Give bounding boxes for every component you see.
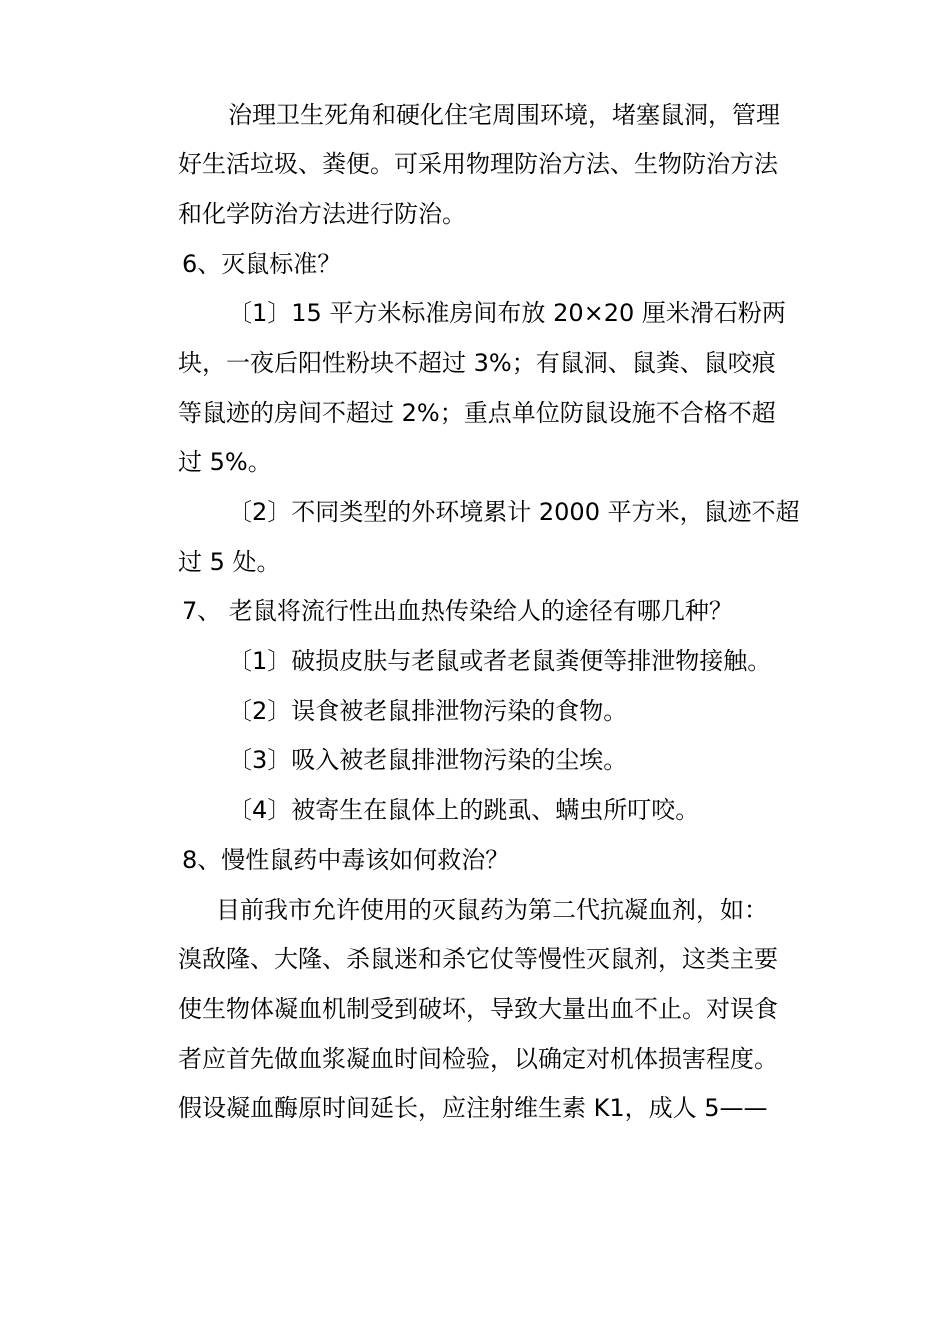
paragraph-line: 和化学防治方法进行防治。 bbox=[178, 200, 466, 228]
section-heading: 7、 老鼠将流行性出血热传染给人的途径有哪几种？ bbox=[182, 597, 733, 625]
paragraph-line: 好生活垃圾、粪便。可采用物理防治方法、生物防治方法 bbox=[178, 150, 778, 178]
paragraph-line: 〔1〕15 平方米标准房间布放 20×20 厘米滑石粉两 bbox=[228, 299, 786, 327]
list-item: 〔3〕吸入被老鼠排泄物污染的尘埃。 bbox=[228, 746, 628, 774]
section-heading: 8、慢性鼠药中毒该如何救治？ bbox=[182, 846, 510, 874]
section-heading: 6、灭鼠标准？ bbox=[182, 250, 342, 278]
paragraph-line: 者应首先做血浆凝血时间检验，以确定对机体损害程度。 bbox=[178, 1045, 778, 1073]
paragraph-line: 块，一夜后阳性粉块不超过 3%；有鼠洞、鼠粪、鼠咬痕 bbox=[178, 349, 776, 377]
list-item: 〔1〕破损皮肤与老鼠或者老鼠粪便等排泄物接触。 bbox=[228, 647, 772, 675]
paragraph-line: 治理卫生死角和硬化住宅周围环境，堵塞鼠洞，管理 bbox=[228, 101, 780, 129]
paragraph-line: 溴敌隆、大隆、杀鼠迷和杀它仗等慢性灭鼠剂，这类主要 bbox=[178, 945, 778, 973]
paragraph-line: 过 5%。 bbox=[178, 448, 272, 476]
paragraph-line: 目前我市允许使用的灭鼠药为第二代抗凝血剂，如： bbox=[216, 896, 768, 924]
paragraph-line: 〔2〕不同类型的外环境累计 2000 平方米，鼠迹不超 bbox=[228, 498, 800, 526]
list-item: 〔4〕被寄生在鼠体上的跳虱、螨虫所叮咬。 bbox=[228, 796, 700, 824]
paragraph-line: 过 5 处。 bbox=[178, 548, 281, 576]
list-item: 〔2〕误食被老鼠排泄物污染的食物。 bbox=[228, 697, 628, 725]
paragraph-line: 使生物体凝血机制受到破坏，导致大量出血不止。对误食 bbox=[178, 995, 778, 1023]
paragraph-line: 等鼠迹的房间不超过 2%；重点单位防鼠设施不合格不超 bbox=[178, 399, 776, 427]
paragraph-line: 假设凝血酶原时间延长，应注射维生素 K1，成人 5—— bbox=[178, 1094, 768, 1122]
